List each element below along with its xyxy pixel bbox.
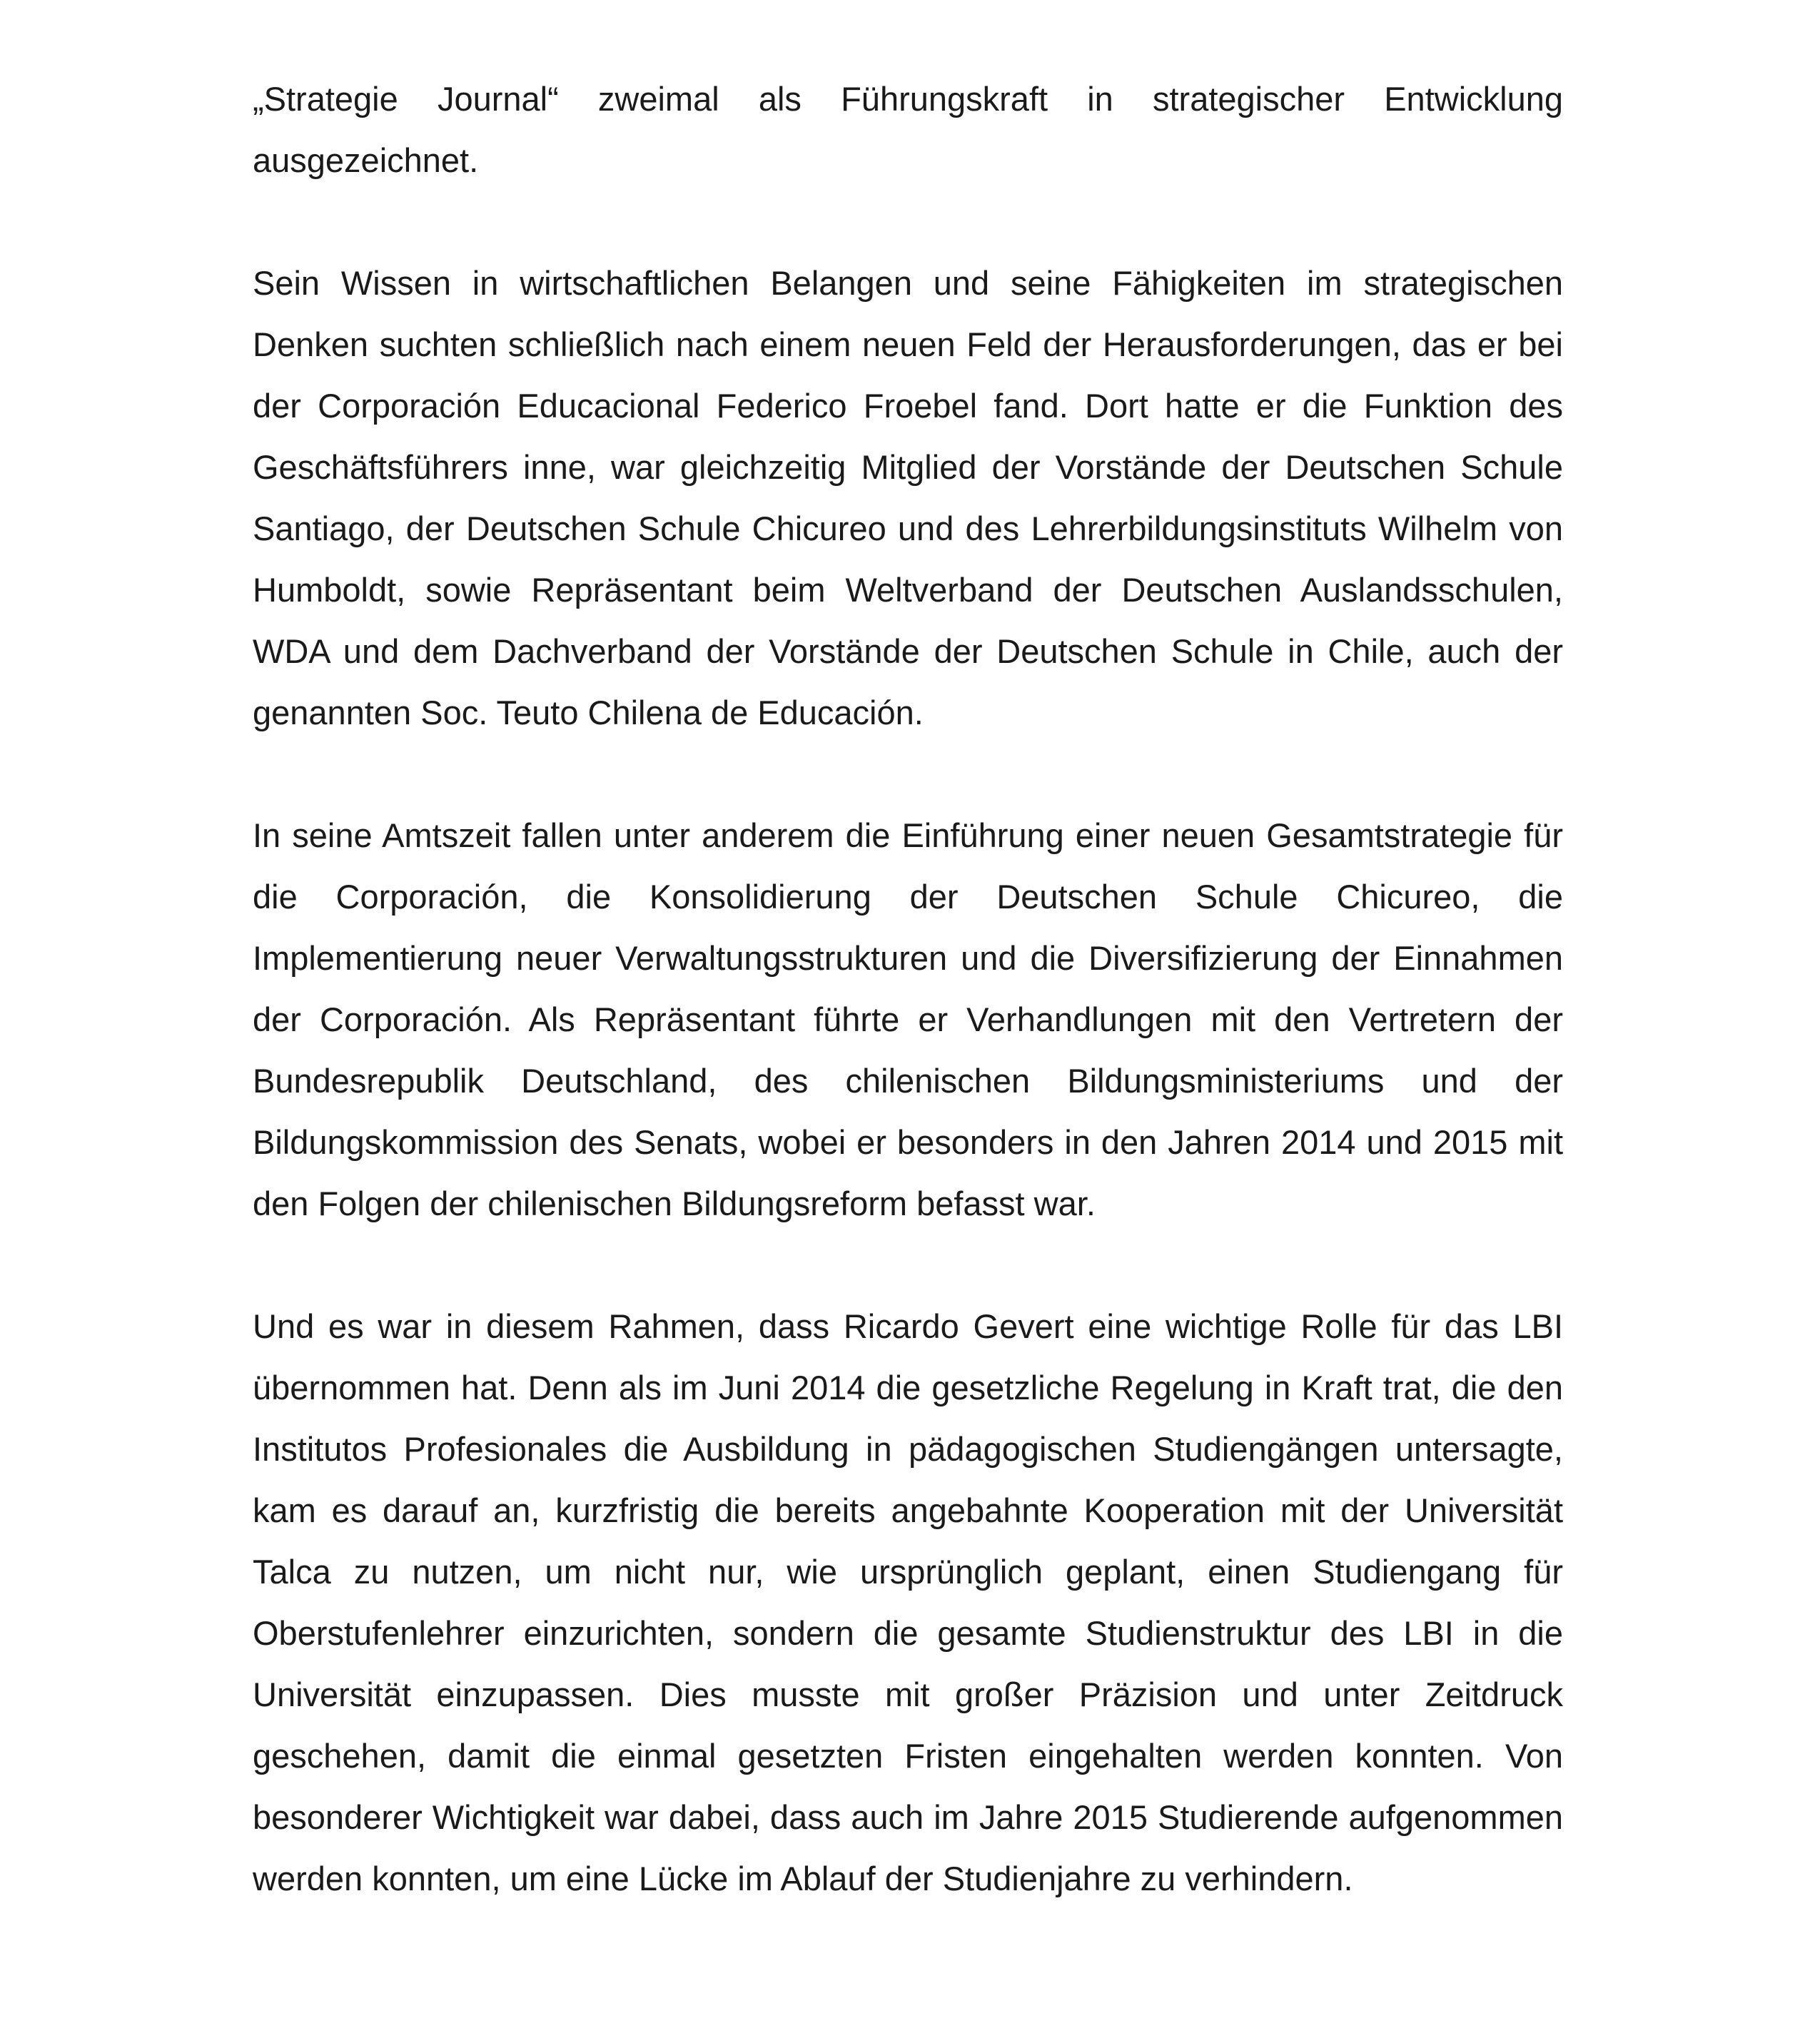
paragraph-lbi-role: Und es war in diesem Rahmen, dass Ricardo Gevert eine wichtige Rolle für das LBI übernommen hat. Denn als im Juni 2014 die gesetzliche Regelung in Kraft trat, die den Institutos Profesionales die Ausbildung in pädagogischen Studiengängen untersagte, kam es darauf an, kurzfristig die bereits angebahnte Kooperation mit der Universität Talca zu nutzen, um nicht nur, wie ursprünglich geplant, einen Studiengang für Oberstufenlehrer einzurichten, sondern die gesamte Studienstruktur des LBI in die Universität einzupassen. Dies musste mit großer Präzision und unter Zeitdruck geschehen, damit die einmal gesetzten Fristen eingehalten werden konnten. Von besonderer Wichtigkeit war dabei, dass auch im Jahre 2015 Studierende aufgenommen werden konnten, um eine Lücke im Ablauf der Studienjahre zu verhindern. (253, 1307, 1563, 1897)
document-body (253, 69, 1563, 1910)
paragraph-froebel-role: Sein Wissen in wirtschaftlichen Belangen und seine Fähigkeiten im strategischen Denken suchten schließlich nach einem neuen Feld der Herausforderungen, das er bei der Corporación Educacional Federico Froebel fand. Dort hatte er die Funktion des Geschäftsführers inne, war gleichzeitig Mitglied der Vorstände der Deutschen Schule Santiago, der Deutschen Schule Chicureo und des Lehrerbildungsinstituts Wilhelm von Humboldt, sowie Repräsentant beim Weltverband der Deutschen Auslandsschulen, WDA und dem Dachverband der Vorstände der Deutschen Schule in Chile, auch der genannten Soc. Teuto Chilena de Educación. (253, 264, 1563, 731)
paragraph-award: „Strategie Journal“ zweimal als Führungskraft in strategischer Entwicklung ausgezeichnet. (253, 80, 1563, 179)
paragraph-tenure: In seine Amtszeit fallen unter anderem die Einführung einer neuen Gesamtstrategie für die Corporación, die Konsolidierung der Deutschen Schule Chicureo, die Implementierung neuer Verwaltungsstrukturen und die Diversifizierung der Einnahmen der Corporación. Als Repräsentant führte er Verhandlungen mit den Vertretern der Bundesrepublik Deutschland, des chilenischen Bildungsministeriums und der Bildungskommission des Senats, wobei er besonders in den Jahren 2014 und 2015 mit den Folgen der chilenischen Bildungsreform befasst war. (253, 816, 1563, 1222)
